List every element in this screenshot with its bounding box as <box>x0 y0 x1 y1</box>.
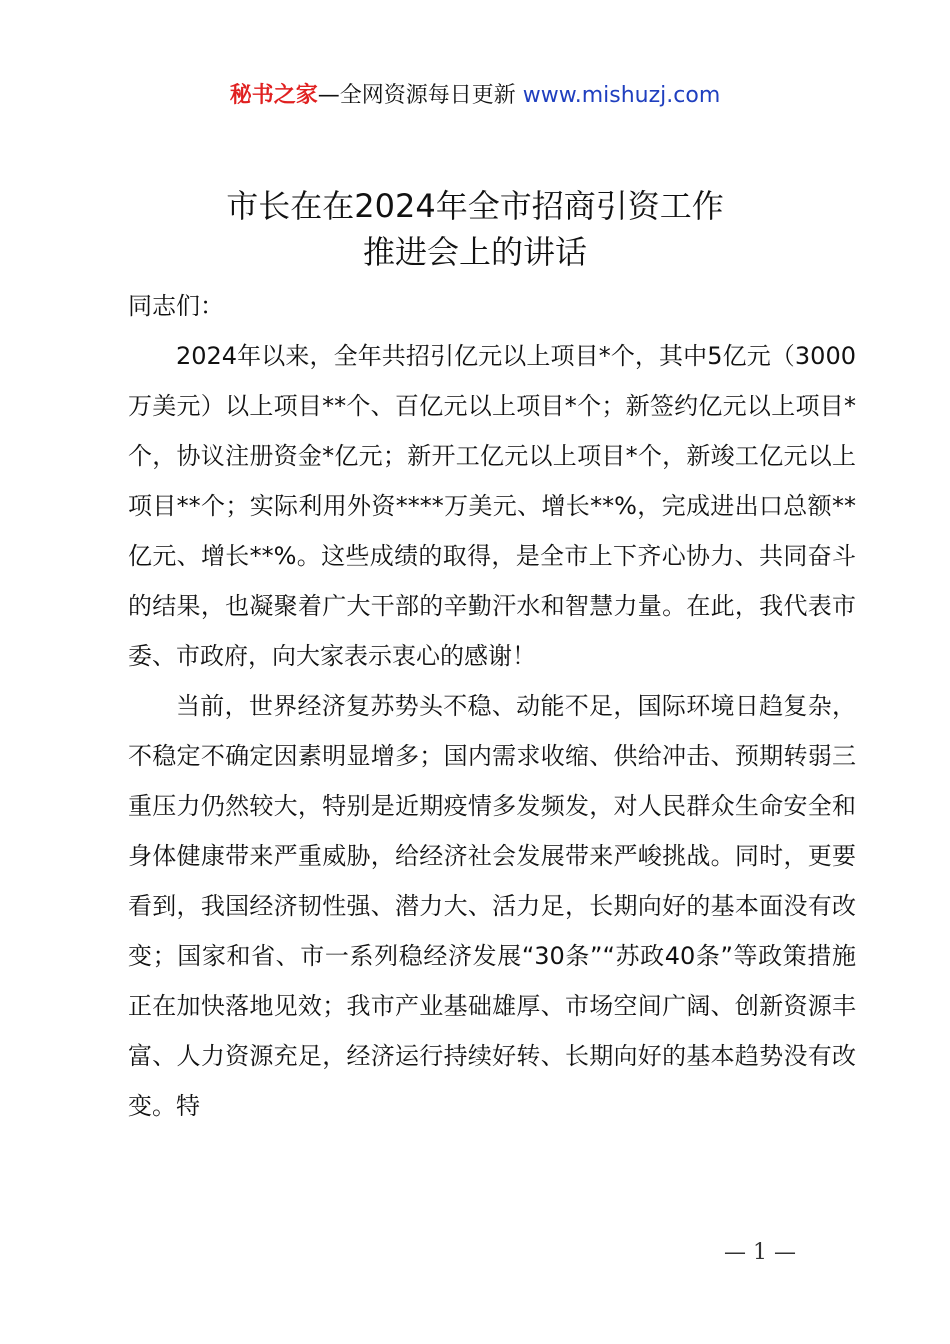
document-title <box>0 183 950 275</box>
site-brand: 秘书之家 <box>229 83 318 108</box>
paragraph-1: 2024年以来，全年共招引亿元以上项目*个，其中5亿元（3000万美元）以上项目**个、百亿元以上项目*个；新签约亿元以上项目*个，协议注册资金*亿元；新开工亿元以上项目*个，新竣工亿元以上项目**个；实际利用外资****万美元、增长**%，完成进出口总额**亿元、增长**%。这些成绩的取得，是全市上下齐心协力、共同奋斗的结果，也凝聚着广大干部的辛勤汗水和智慧力量。在此，我代表市委、市政府，向大家表示衷心的感谢！ <box>128 342 856 670</box>
header-tagline: 全网资源每日更新 <box>339 83 523 108</box>
document-body <box>128 281 856 1131</box>
site-header <box>0 80 950 112</box>
paragraph-2: 当前，世界经济复苏势头不稳、动能不足，国际环境日趋复杂，不稳定不确定因素明显增多；国内需求收缩、供给冲击、预期转弱三重压力仍然较大，特别是近期疫情多发频发，对人民群众生命安全和身体健康带来严重威胁，给经济社会发展带来严峻挑战。同时，更要看到，我国经济韧性强、潜力大、活力足，长期向好的基本面没有改变；国家和省、市一系列稳经济发展“30条”“苏政40条”等政策措施正在加快落地见效；我市产业基础雄厚、市场空间广阔、创新资源丰富、人力资源充足，经济运行持续好转、长期向好的基本趋势没有改变。特 <box>128 692 856 1120</box>
header-dash: — <box>317 83 340 108</box>
title-line-1: 市长在在2024年全市招商引资工作 <box>226 187 724 225</box>
title-line-2: 推进会上的讲话 <box>362 233 587 271</box>
page-number: — 1 — <box>724 1240 796 1265</box>
greeting: 同志们： <box>128 292 224 320</box>
site-url-link[interactable]: www.mishuzj.com <box>522 83 721 108</box>
